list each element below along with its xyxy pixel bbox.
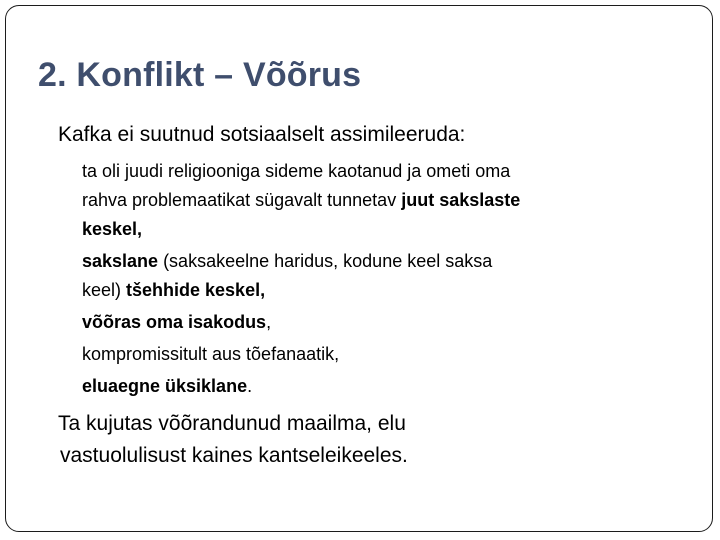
sub-bullet-sakslane [62,247,492,276]
sub-bullet-uksiklane-plain: . [247,376,253,396]
sub-bullet-juut [62,157,510,186]
sub-bullet-sakslane-line2: keel) [82,280,127,300]
sub-bullet-sakslane-bold: sakslane [82,251,159,271]
sub-bullet-juut-cont [82,186,520,215]
sub-bullet-kompromissitult-text: kompromissitult aus tõefanaatik, [82,344,340,364]
sub-bullet-juut-line2: rahva problemaatikat sügavalt tunnetav [82,190,402,210]
sub-bullet-vooras-bold: võõras oma isakodus [82,312,267,332]
bullet-ta-kujutas [38,409,406,439]
sub-bullet-juut-line3: keskel, [82,219,143,239]
sub-bullet-vooras [62,308,271,337]
bullet-kafka [38,120,465,149]
sub-bullet-juut-line2-bold: juut sakslaste [401,190,521,210]
bullet-ta-kujutas-line1: Ta kujutas võõrandunud maailma, elu [58,412,406,435]
sub-bullet-uksiklane [62,372,252,401]
sub-bullet-vooras-plain: , [266,312,272,332]
sub-bullet-uksiklane-bold: eluaegne üksiklane [82,376,248,396]
sub-bullet-kompromissitult [62,340,339,369]
sub-bullet-sakslane-line2-bold: tšehhide keskel, [126,280,266,300]
sub-bullet-sakslane-cont [82,276,265,305]
sub-bullet-sakslane-line1: (saksakeelne haridus, kodune keel saksa [158,251,493,271]
bullet-ta-kujutas-line2: vastuolulisust kaines kantseleikeeles. [60,444,408,467]
bullet-kafka-text: Kafka ei suutnud sotsiaalselt assimileeruda: [58,123,466,146]
sub-bullet-juut-line1: ta oli juudi religiooniga sideme kaotanud ja ometi oma [82,161,511,181]
slide-title: 2. Konflikt – Võõrus [38,56,362,94]
